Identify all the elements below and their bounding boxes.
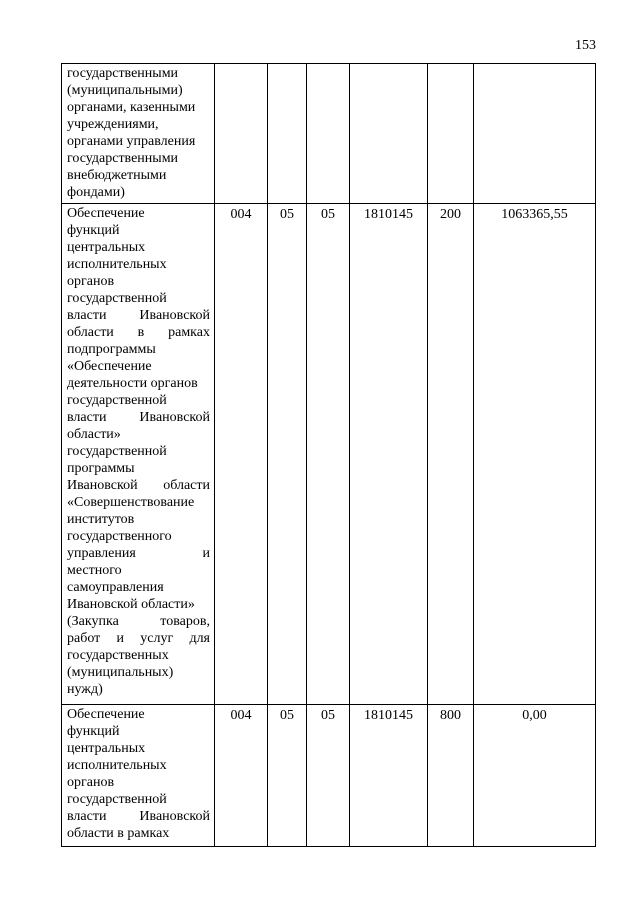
description-line: (муниципальными) <box>67 83 183 98</box>
description-line: государственного <box>67 529 172 544</box>
expense-type-cell: 200 <box>428 204 474 705</box>
description-line: (муниципальных) <box>67 665 174 680</box>
section-code-cell: 05 <box>268 705 307 847</box>
description-line: Ивановской области» <box>67 597 195 612</box>
description-line: государственной <box>67 444 167 459</box>
ministry-code-cell <box>215 64 268 204</box>
description-line: «Совершенствование <box>67 495 195 510</box>
section-code-cell <box>268 64 307 204</box>
description-line: фондами) <box>67 185 125 200</box>
expense-type-cell <box>428 64 474 204</box>
description-line: государственных <box>67 648 169 663</box>
description-cell <box>62 204 215 705</box>
subsection-code-cell: 05 <box>307 705 350 847</box>
description-line: органов <box>67 274 115 289</box>
description-line: местного <box>67 563 122 578</box>
description-line: государственной <box>67 393 167 408</box>
description-line: самоуправления <box>67 580 164 595</box>
description-line: институтов <box>67 512 135 527</box>
description-line: центральных <box>67 240 146 255</box>
description-line: Обеспечение <box>67 206 145 221</box>
description-line: области в рамках <box>67 325 210 340</box>
target-article-cell: 1810145 <box>350 204 428 705</box>
table-row <box>62 64 596 204</box>
description-cell <box>62 64 215 204</box>
description-line: государственной <box>67 792 167 807</box>
description-line: работ и услуг для <box>67 631 210 646</box>
section-code-cell: 05 <box>268 204 307 705</box>
description-line: учреждениями, <box>67 117 159 132</box>
table-row <box>62 705 596 847</box>
description-line: внебюджетными <box>67 168 167 183</box>
description-line: области в рамках <box>67 826 170 841</box>
description-line: управления и <box>67 546 210 561</box>
description-cell <box>62 705 215 847</box>
description-line: «Обеспечение <box>67 359 152 374</box>
ministry-code-cell: 004 <box>215 204 268 705</box>
description-line: Ивановской области <box>67 478 210 493</box>
description-line: Обеспечение <box>67 707 145 722</box>
expense-type-cell: 800 <box>428 705 474 847</box>
description-line: власти Ивановской <box>67 809 210 824</box>
description-line: области» <box>67 427 121 442</box>
page-number: 153 <box>575 38 596 53</box>
table-row <box>62 204 596 705</box>
description-line: власти Ивановской <box>67 410 210 425</box>
description-line: функций <box>67 223 120 238</box>
target-article-cell <box>350 64 428 204</box>
description-line: программы <box>67 461 135 476</box>
subsection-code-cell: 05 <box>307 204 350 705</box>
description-line: нужд) <box>67 682 103 697</box>
description-line: государственными <box>67 66 179 81</box>
description-line: (Закупка товаров, <box>67 614 210 629</box>
description-line: органов <box>67 775 115 790</box>
description-line: органами управления <box>67 134 196 149</box>
amount-cell: 0,00 <box>474 705 596 847</box>
description-line: власти Ивановской <box>67 308 210 323</box>
subsection-code-cell <box>307 64 350 204</box>
description-line: деятельности органов <box>67 376 198 391</box>
budget-table <box>61 63 596 847</box>
description-line: центральных <box>67 741 146 756</box>
description-line: функций <box>67 724 120 739</box>
description-line: исполнительных <box>67 758 167 773</box>
description-line: подпрограммы <box>67 342 156 357</box>
description-line: государственной <box>67 291 167 306</box>
amount-cell <box>474 64 596 204</box>
amount-cell: 1063365,55 <box>474 204 596 705</box>
description-line: исполнительных <box>67 257 167 272</box>
target-article-cell: 1810145 <box>350 705 428 847</box>
description-line: органами, казенными <box>67 100 196 115</box>
description-line: государственными <box>67 151 179 166</box>
ministry-code-cell: 004 <box>215 705 268 847</box>
